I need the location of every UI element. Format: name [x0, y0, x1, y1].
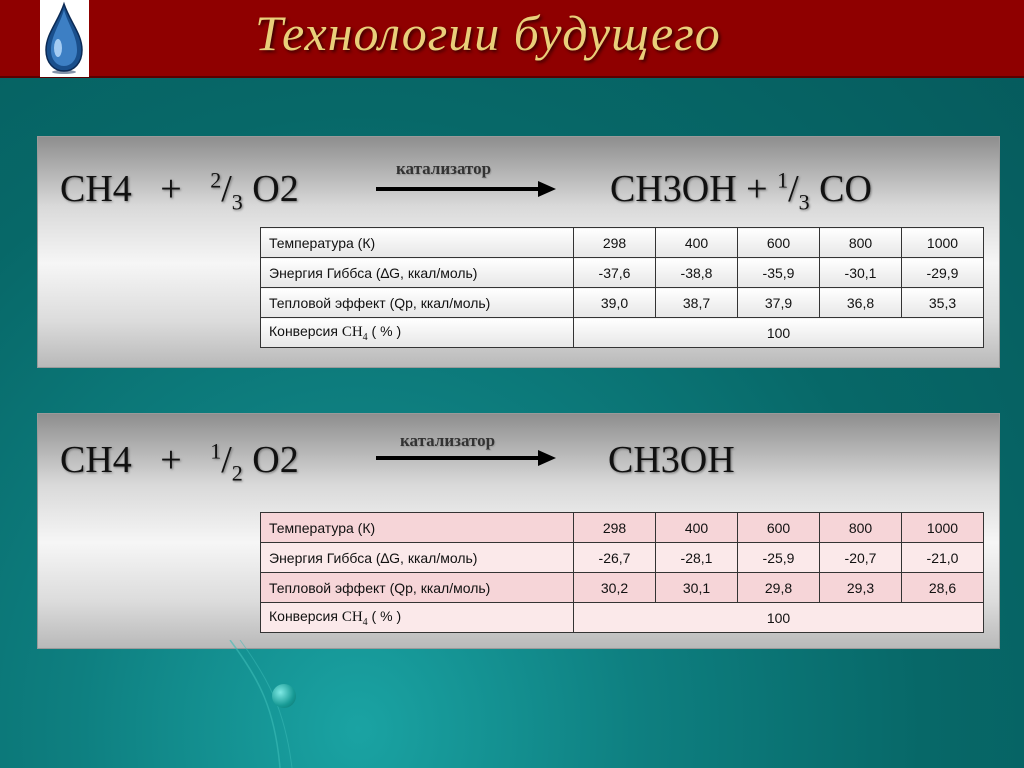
arrow-icon — [376, 179, 558, 199]
table-cell: -28,1 — [656, 543, 738, 573]
table-cell: -20,7 — [820, 543, 902, 573]
water-drop-icon — [40, 0, 89, 77]
conversion-value: 100 — [574, 603, 984, 633]
table-cell: 38,7 — [656, 288, 738, 318]
logo — [40, 0, 89, 77]
table-cell: -30,1 — [820, 258, 902, 288]
table-cell: 29,8 — [738, 573, 820, 603]
table-cell: 37,9 — [738, 288, 820, 318]
arrow-icon — [376, 448, 558, 468]
reactant-o2: O2 — [252, 439, 299, 481]
row-label: Энергия Гиббса (∆G, ккал/моль) — [261, 258, 574, 288]
table-cell: -29,9 — [902, 258, 984, 288]
ch4-subscript: 4 — [362, 331, 368, 343]
table-cell: 29,3 — [820, 573, 902, 603]
table-cell: 800 — [820, 228, 902, 258]
reactant-o2: O2 — [252, 168, 299, 210]
conversion-label — [261, 318, 574, 348]
table-row — [261, 258, 984, 288]
coef-numerator: 2 — [210, 167, 222, 193]
product-co: CO — [809, 168, 872, 210]
table-cell: -37,6 — [574, 258, 656, 288]
row-label: Энергия Гиббса (∆G, ккал/моль) — [261, 543, 574, 573]
reaction2-reactants: CH4 + $^1/_2$ O2 — [60, 438, 299, 486]
table-cell: 400 — [656, 228, 738, 258]
page-title: Технологии будущего — [255, 5, 721, 61]
ch4-formula — [341, 323, 368, 343]
table-cell: 1000 — [902, 513, 984, 543]
reaction1-products: $CH3OH + ^1/_3$ CO — [610, 167, 872, 215]
table-cell: -26,7 — [574, 543, 656, 573]
table-cell: 298 — [574, 513, 656, 543]
conversion-text: Конверсия — [269, 607, 342, 624]
table-cell: 39,0 — [574, 288, 656, 318]
coef2-numerator: 1 — [777, 167, 789, 193]
table-cell: 600 — [738, 513, 820, 543]
ch4-text: CH — [341, 323, 363, 340]
table-row — [261, 543, 984, 573]
data-table-2 — [260, 512, 984, 633]
table-cell: 36,8 — [820, 288, 902, 318]
row-label: Температура (К) — [261, 513, 574, 543]
catalyst-label-1: катализатор — [396, 159, 492, 178]
conversion-unit: ( % ) — [367, 607, 402, 624]
table-row-conversion — [261, 318, 984, 348]
table-cell: -38,8 — [656, 258, 738, 288]
product-ch3oh: CH3OH — [608, 439, 735, 481]
table-cell: 600 — [738, 228, 820, 258]
conversion-value: 100 — [574, 318, 984, 348]
coef-denominator: 3 — [231, 189, 243, 215]
table-row — [261, 228, 984, 258]
row-label: Тепловой эффект (Qp, ккал/моль) — [261, 573, 574, 603]
table-cell: 298 — [574, 228, 656, 258]
table-cell: 400 — [656, 513, 738, 543]
ch4-text: CH — [341, 608, 363, 625]
coef-denominator: 2 — [231, 460, 243, 486]
row-label: Температура (К) — [261, 228, 574, 258]
table-cell: -25,9 — [738, 543, 820, 573]
ch4-subscript: 4 — [362, 616, 368, 628]
reaction2-products — [608, 438, 735, 482]
product-ch3oh: CH3OH + — [610, 168, 778, 210]
reaction1-reactants: CH4 + $^2/_3$ O2 — [60, 167, 299, 215]
table-row — [261, 288, 984, 318]
table-cell: 800 — [820, 513, 902, 543]
reactant-ch4: CH4 — [60, 439, 132, 481]
table-cell: 1000 — [902, 228, 984, 258]
ch4-formula — [341, 608, 368, 628]
reaction-panel-1 — [37, 136, 1000, 368]
table-cell: 30,1 — [656, 573, 738, 603]
table-cell: 30,2 — [574, 573, 656, 603]
data-table-1 — [260, 227, 984, 348]
row-label: Тепловой эффект (Qp, ккал/моль) — [261, 288, 574, 318]
reactant-ch4: CH4 — [60, 168, 132, 210]
conversion-text: Конверсия — [269, 322, 342, 339]
conversion-label — [261, 603, 574, 633]
catalyst-label-2: катализатор — [400, 431, 496, 450]
table-cell: 35,3 — [902, 288, 984, 318]
coef-numerator: 1 — [210, 438, 222, 464]
decorative-swirl — [0, 640, 420, 768]
header-bar — [0, 0, 1024, 78]
table-row — [261, 573, 984, 603]
table-row-conversion — [261, 603, 984, 633]
decorative-dot — [272, 684, 296, 708]
coef2-denominator: 3 — [798, 189, 810, 215]
table-cell: -21,0 — [902, 543, 984, 573]
plus-sign: + — [160, 168, 182, 210]
conversion-unit: ( % ) — [367, 322, 402, 339]
table-cell: -35,9 — [738, 258, 820, 288]
table-cell: 28,6 — [902, 573, 984, 603]
table-row — [261, 513, 984, 543]
reaction-panel-2 — [37, 413, 1000, 649]
plus-sign: + — [160, 439, 182, 481]
